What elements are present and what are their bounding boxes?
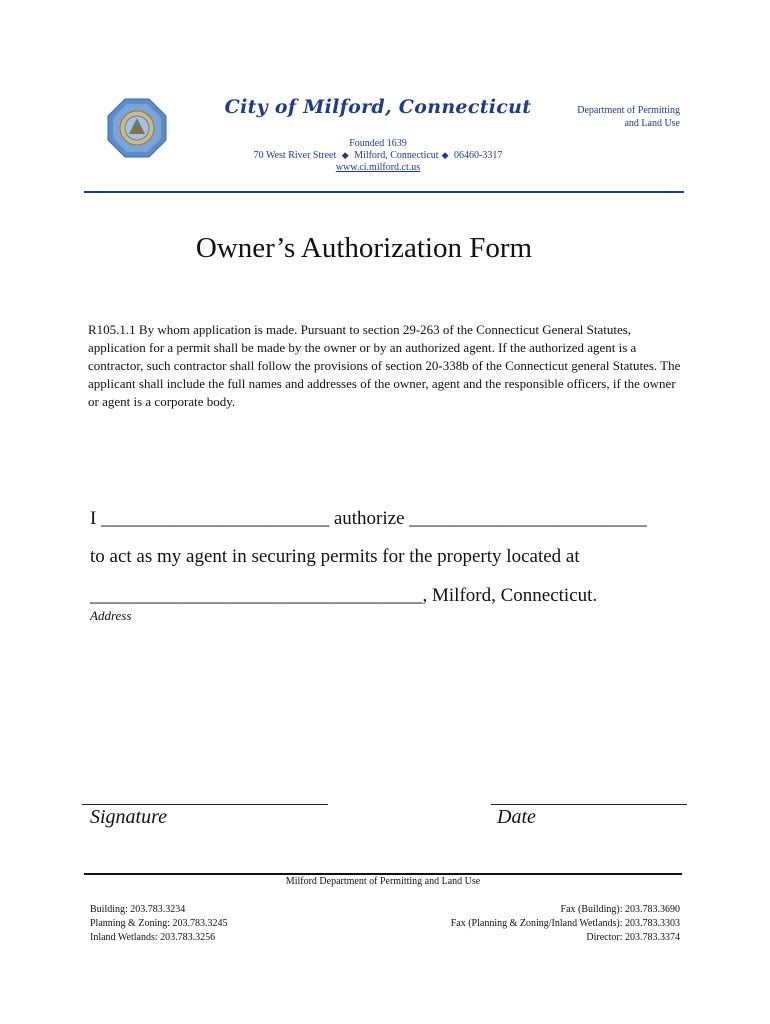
authorization-line <box>90 508 710 530</box>
authorize-text: authorize <box>333 508 405 529</box>
director-phone: Director: 203.783.3374 <box>586 932 680 943</box>
header-divider <box>84 191 684 193</box>
planning-zoning-phone: Planning & Zoning: 203.783.3245 <box>90 918 228 929</box>
address-label: Address <box>90 608 132 623</box>
department-line-2: and Land Use <box>624 118 680 129</box>
date-label: Date <box>497 806 536 828</box>
building-fax: Fax (Building): 203.783.3690 <box>560 904 680 915</box>
footer-divider <box>84 873 682 875</box>
website-link[interactable]: www.ci.milford.ct.us <box>335 162 421 173</box>
planning-fax: Fax (Planning & Zoning/Inland Wetlands): 203.783.3303 <box>450 918 680 929</box>
founded-text: Founded 1639 <box>349 138 407 149</box>
form-title: Owner’s Authorization Form <box>195 232 533 264</box>
diamond-icon: ◆ <box>341 150 349 160</box>
statute-paragraph: R105.1.1 By whom application is made. Pursuant to section 29-263 of the Connecticut General Statutes, application for a permit shall be made by the owner or by an authorized agent. If the authorized agent is a contractor, such contractor shall follow the provisions of section 20-338b of the Connecticut general Statutes. The applicant shall include the full names and addresses of the owner, agent and the responsible officers, if the owner or agent is a corporate body. <box>88 322 681 409</box>
city-state: Milford, Connecticut <box>354 150 439 161</box>
date-field[interactable] <box>491 804 687 805</box>
owner-prefix: I <box>90 508 97 529</box>
signature-field[interactable] <box>82 804 328 805</box>
street-address: 70 West River Street <box>253 150 337 161</box>
department-name <box>560 104 680 130</box>
zip-code: 06460-3317 <box>454 150 503 161</box>
diamond-icon: ◆ <box>441 150 449 160</box>
city-seal-icon <box>107 98 167 158</box>
owner-name-blank[interactable]: ________________________ <box>101 508 330 529</box>
footer-fax-list <box>380 903 680 945</box>
footer-department: Milford Department of Permitting and Land Use <box>285 876 481 887</box>
department-line-1: Department of Permitting <box>577 105 680 116</box>
property-address-blank[interactable]: ___________________________________ <box>90 585 423 606</box>
building-phone: Building: 203.783.3234 <box>90 904 186 915</box>
city-address <box>190 150 566 161</box>
agent-name-blank[interactable]: _________________________ <box>409 508 647 529</box>
property-line <box>90 585 710 607</box>
signature-label: Signature <box>90 806 168 828</box>
property-city-text: , Milford, Connecticut. <box>422 585 598 606</box>
footer-phone-list <box>90 903 228 945</box>
inland-wetlands-phone: Inland Wetlands: 203.783.3256 <box>90 932 216 943</box>
city-title: City of Milford, Connecticut <box>224 96 532 118</box>
agent-purpose-text: to act as my agent in securing permits for the property located at <box>90 546 580 567</box>
